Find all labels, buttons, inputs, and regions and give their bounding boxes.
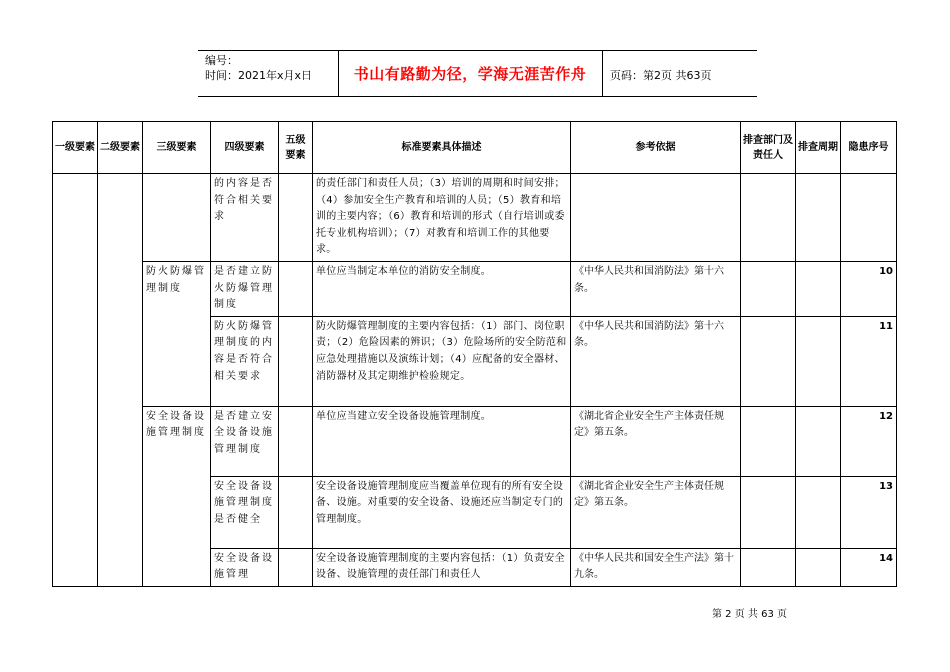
- level5-cell: [279, 476, 313, 548]
- header-level1: 一级要素: [53, 122, 98, 174]
- department-cell: [741, 316, 796, 406]
- description-cell: 单位应当制定本单位的消防安全制度。: [313, 261, 571, 316]
- level5-cell: [279, 316, 313, 406]
- time-label: 时间：2021年x月x日: [205, 69, 313, 82]
- header-meta: [205, 53, 312, 83]
- level4-cell: 是否建立安全设备设施管理制度: [211, 406, 279, 476]
- sequence-cell: [841, 174, 897, 262]
- description-cell: 安全设备设施管理制度的主要内容包括：（1）负责安全设备、设施管理的责任部门和责任人: [313, 548, 571, 586]
- table-row: [53, 261, 897, 316]
- header-basis: 参考依据: [571, 122, 741, 174]
- header-level2: 二级要素: [98, 122, 143, 174]
- basis-cell: 《湖北省企业安全生产主体责任规定》第五条。: [571, 406, 741, 476]
- description-cell: 单位应当建立安全设备设施管理制度。: [313, 406, 571, 476]
- sequence-cell: 12: [841, 406, 897, 476]
- description-cell: 的责任部门和责任人员；（3）培训的周期和时间安排；（4）参加安全生产教育和培训的人员；（5）教育和培训的主要内容；（6）教育和培训的形式（自行培训或委托专业机构培训）；（7）对教育和培训工作的其他要求。: [313, 174, 571, 262]
- department-cell: [741, 174, 796, 262]
- header-sequence: 隐患序号: [841, 122, 897, 174]
- level4-cell: 的内容是否符合相关要求: [211, 174, 279, 262]
- page-footer: 第 2 页 共 63 页: [712, 609, 787, 620]
- level4-cell: 安全设备设施管理制度是否健全: [211, 476, 279, 548]
- basis-cell: 《中华人民共和国消防法》第十六条。: [571, 316, 741, 406]
- header-level3: 三级要素: [143, 122, 211, 174]
- description-cell: 防火防爆管理制度的主要内容包括：（1）部门、岗位职责；（2）危险因素的辨识；（3）危险场所的安全防范和应急处理措施以及演练计划；（4）应配备的安全器材、消防器材及其定期维护检验规定。: [313, 316, 571, 406]
- cycle-cell: [796, 548, 841, 586]
- header-page-info: 页码：第2页 共63页: [610, 69, 712, 82]
- level5-cell: [279, 406, 313, 476]
- header-motto: 书山有路勤为径，学海无涯苦作舟: [353, 65, 587, 83]
- level4-cell: 防火防爆管理制度的内容是否符合相关要求: [211, 316, 279, 406]
- sequence-cell: 14: [841, 548, 897, 586]
- sequence-cell: 10: [841, 261, 897, 316]
- level5-cell: [279, 548, 313, 586]
- level2-cell: [98, 174, 143, 587]
- level1-cell: [53, 174, 98, 587]
- basis-cell: 《中华人民共和国安全生产法》第十九条。: [571, 548, 741, 586]
- department-cell: [741, 548, 796, 586]
- header-description: 标准要素具体描述: [313, 122, 571, 174]
- level4-cell: 是否建立防火防爆管理制度: [211, 261, 279, 316]
- description-cell: 安全设备设施管理制度应当覆盖单位现有的所有安全设备、设施。对重要的安全设备、设施还应当制定专门的管理制度。: [313, 476, 571, 548]
- basis-cell: [571, 174, 741, 262]
- inspection-table: [52, 121, 897, 587]
- department-cell: [741, 406, 796, 476]
- header-cycle: 排查周期: [796, 122, 841, 174]
- header-level5: 五级要素: [279, 122, 313, 174]
- sequence-cell: 11: [841, 316, 897, 406]
- page-header: [198, 50, 757, 97]
- cycle-cell: [796, 476, 841, 548]
- basis-cell: 《湖北省企业安全生产主体责任规定》第五条。: [571, 476, 741, 548]
- level4-cell: 安全设备设施管理: [211, 548, 279, 586]
- level3-group-fire: 防火防爆管理制度: [143, 261, 211, 406]
- level3-group-equipment: 安全设备设施管理制度: [143, 406, 211, 586]
- sequence-cell: 13: [841, 476, 897, 548]
- header-department: 排查部门及责任人: [741, 122, 796, 174]
- cycle-cell: [796, 174, 841, 262]
- department-cell: [741, 476, 796, 548]
- level5-cell: [279, 174, 313, 262]
- cycle-cell: [796, 406, 841, 476]
- cycle-cell: [796, 316, 841, 406]
- cycle-cell: [796, 261, 841, 316]
- table-row: [53, 174, 897, 262]
- code-label: 编号：: [205, 54, 238, 67]
- department-cell: [741, 261, 796, 316]
- level5-cell: [279, 261, 313, 316]
- level3-cell: [143, 174, 211, 262]
- header-level4: 四级要素: [211, 122, 279, 174]
- basis-cell: 《中华人民共和国消防法》第十六条。: [571, 261, 741, 316]
- table-row: [53, 406, 897, 476]
- table-header-row: [53, 122, 897, 174]
- header-divider: [602, 51, 603, 96]
